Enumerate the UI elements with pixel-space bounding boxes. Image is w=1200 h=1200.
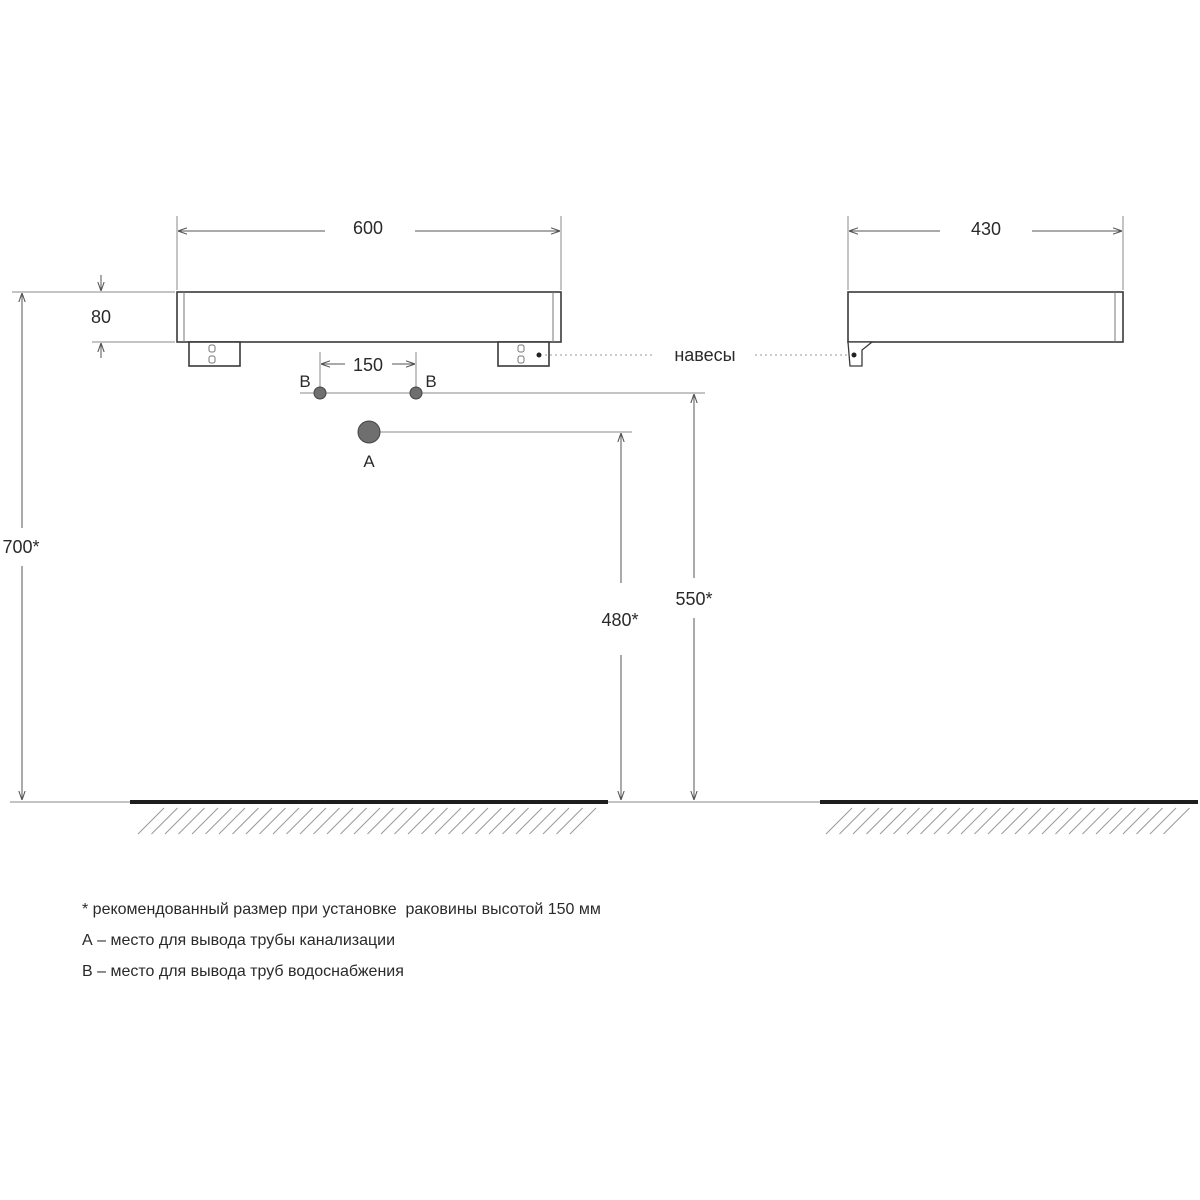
floor-hatch-line <box>530 808 556 834</box>
water-pipe-right <box>410 387 422 399</box>
hinges-callout <box>545 345 848 365</box>
floor-hatch-line <box>408 808 434 834</box>
floor-hatch-line <box>462 808 488 834</box>
dim-water-height-550 <box>675 394 712 800</box>
floor-hatch-line <box>368 808 394 834</box>
floor-hatch-line <box>165 808 191 834</box>
point-b-right-label: B <box>425 372 437 391</box>
drain-pipe <box>358 421 632 471</box>
floor-hatch-line <box>1042 808 1068 834</box>
floor-hatch-line <box>1015 808 1041 834</box>
floor-hatch-line <box>1150 808 1176 834</box>
floor-hatch-line <box>192 808 218 834</box>
dim-pipes-text: 150 <box>352 355 384 375</box>
floor-hatch-line <box>219 808 245 834</box>
floor-hatch-line <box>287 808 313 834</box>
floor-hatch-line <box>880 808 906 834</box>
floor-hatch-line <box>273 808 299 834</box>
note-point-b: В – место для вывода труб водоснабжения <box>82 963 404 980</box>
floor-hatch-line <box>1137 808 1163 834</box>
note-point-a: А – место для вывода трубы канализации <box>82 932 396 949</box>
floor-hatch-line <box>557 808 583 834</box>
floor-hatch-line <box>961 808 987 834</box>
floor-hatch-line <box>975 808 1001 834</box>
floor-hatch-line <box>1029 808 1055 834</box>
floor-hatch-line <box>988 808 1014 834</box>
point-b-left-label: B <box>299 372 311 391</box>
floor-hatch-line <box>1164 808 1190 834</box>
floor-hatch-line <box>921 808 947 834</box>
floor-hatch-line <box>341 808 367 834</box>
dim-mount-height-700 <box>2 292 92 800</box>
hinges-label: навесы <box>674 345 736 365</box>
floor-hatch-line <box>853 808 879 834</box>
floor-hatch-line <box>840 808 866 834</box>
floor-hatch-line <box>381 808 407 834</box>
left-mount-bracket <box>189 342 240 366</box>
dim-depth-text: 430 <box>970 219 1002 239</box>
dim-height-80 <box>91 275 175 358</box>
floor-hatch-line <box>1096 808 1122 834</box>
floor-hatch-line <box>503 808 529 834</box>
point-a-label: A <box>363 452 375 471</box>
floor-hatch-line <box>354 808 380 834</box>
floor-hatch-line <box>179 808 205 834</box>
dim-drain-height-text: 480* <box>601 610 639 630</box>
floor-right <box>820 802 1198 834</box>
floor-hatch-line <box>314 808 340 834</box>
floor-hatch-line <box>543 808 569 834</box>
front-cabinet-body <box>177 292 561 342</box>
side-cabinet-body <box>848 292 1123 342</box>
floor-hatch-line <box>907 808 933 834</box>
dim-water-height-text: 550* <box>675 589 713 609</box>
floor-hatch-line <box>476 808 502 834</box>
floor-hatch-line <box>894 808 920 834</box>
floor-hatch-line <box>449 808 475 834</box>
floor-hatch-line <box>1056 808 1082 834</box>
side-hinge-bracket <box>848 342 872 366</box>
side-view <box>848 292 1123 366</box>
floor-hatch-line <box>435 808 461 834</box>
dim-drain-height-480 <box>601 433 638 800</box>
floor-hatch-line <box>206 808 232 834</box>
dim-width-600 <box>177 216 561 290</box>
floor-hatch-line <box>260 808 286 834</box>
floor-hatch-line <box>1002 808 1028 834</box>
floor-hatch-line <box>516 808 542 834</box>
floor-hatch-line <box>867 808 893 834</box>
floor-hatch-line <box>934 808 960 834</box>
floor-hatch-line <box>246 808 272 834</box>
water-pipe-left <box>314 387 326 399</box>
right-mount-bracket <box>498 342 549 366</box>
floor-hatch-line <box>1069 808 1095 834</box>
floor-hatch-line <box>570 808 596 834</box>
floor-hatch-line <box>138 808 164 834</box>
dim-depth-430 <box>848 216 1123 290</box>
floor-hatch-line <box>233 808 259 834</box>
dim-pipes-150 <box>320 352 416 393</box>
drain-pipe-circle <box>358 421 380 443</box>
floor-hatch-line <box>1123 808 1149 834</box>
dim-height-text: 80 <box>90 307 112 327</box>
floor-hatch-line <box>300 808 326 834</box>
floor-hatch-line <box>422 808 448 834</box>
floor-hatch-line <box>948 808 974 834</box>
dim-mount-height-text: 700* <box>2 537 40 557</box>
floor-hatch-line <box>395 808 421 834</box>
floor-hatch-line <box>1083 808 1109 834</box>
water-pipes <box>299 372 705 399</box>
floor-hatch-line <box>826 808 852 834</box>
floor-hatch-line <box>327 808 353 834</box>
floor-hatch-line <box>152 808 178 834</box>
floor-hatch-line <box>489 808 515 834</box>
floor-hatch-line <box>1110 808 1136 834</box>
note-recommended: * рекомендованный размер при установке раковины высотой 150 мм <box>82 901 601 918</box>
notes-list <box>82 896 601 989</box>
dim-width-text: 600 <box>352 218 384 238</box>
floor-left <box>10 802 820 834</box>
